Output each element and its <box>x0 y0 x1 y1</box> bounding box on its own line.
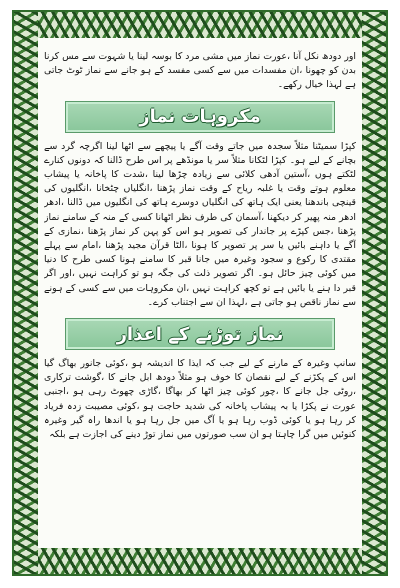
decorative-frame <box>12 10 388 576</box>
page-content <box>44 42 356 544</box>
section-heading-banner-azar <box>65 318 335 350</box>
leaf-border-bottom <box>14 548 386 574</box>
section-heading-makroohat: مکروہات نماز <box>139 106 261 128</box>
leaf-border-top <box>14 12 386 38</box>
section-heading-azar: نماز توڑنے کے اعذار <box>116 323 284 345</box>
leaf-border-right <box>362 12 386 574</box>
leaf-border-left <box>14 12 38 574</box>
section-heading-banner-makroohat <box>65 101 335 133</box>
makroohat-paragraph: کپڑا سمیٹنا مثلاً سجدہ میں جاتے وقت آگے یا پیچھے سے اٹھا لینا اگرچہ گرد سے بچانے کے لیے ہو۔ کپڑا لٹکانا مثلاً سر یا مونڈھے پر اس طرح ڈالنا کہ دونوں کنارے لٹکتے ہوں ،آستین آدھی کلائی سے زیادہ چڑھا لینا ،شدت کا پاخانہ یا پیشاب معلوم ہوتے وقت یا غلبہ ریاح کے وقت نماز پڑھنا ،انگلیاں چٹخانا ،انگلیوں کی قینچی باندھنا یعنی ایک ہاتھ کی انگلیاں دوسرے ہاتھ کی انگلیوں میں ڈالنا ،ادھر ادھر منہ پھیر کر دیکھنا ،آسمان کی طرف نظر اٹھانا کسی کے منہ کے سامنے نماز پڑھنا ،جس کپڑے پر جاندار کی تصویر ہو اس کو پہن کر نماز پڑھنا ،نمازی کے آگے یا داہنے بائیں یا سر پر تصویر کا ہونا ،الٹا قرآن مجید پڑھنا ،امام سے پہلے مقتدی کا رکوع و سجود وغیرہ میں جانا قبر کا سامنے ہونا کسی طرح کا دنیا میں کوئی چیز حائل ہو۔ اگر تصویر ذلت کی جگہ ہو تو کراہت نہیں ،اور اگر قبر دا ہنے یا بائیں ہے تو کچھ کراہت نہیں ،ان مکروہات میں سے کسی کے ہونے سے نماز ناقص ہو جاتی ہے ،لہذا ان سے اجتناب کرے۔ <box>44 140 356 308</box>
intro-paragraph: اور دودھ نکل آنا ،عورت نماز میں مشی مرد کا بوسہ لینا یا شہوت سے مس کرنا بدن کو چھونا ،ان مفسدات میں سے کسی مفسد کے ہو جانے سے نماز ٹوٹ جاتی ہے لہذا خیال رکھے۔ <box>44 51 356 91</box>
azar-paragraph: سانپ وغیرہ کے مارنے کے لیے جب کہ ایذا کا اندیشہ ہو ،کوئی جانور بھاگ گیا اس کے پکڑنے کے لیے نقصان کا خوف ہو مثلاً دودھ ابل جانے کا ،گوشت ترکاری ،روٹی جل جانے کا ،چور کوئی چیز اٹھا کر بھاگا ،گاڑی چھوٹ رہی ہو ،اجنبی عورت نے پکڑا یا بہ پیشاب پاخانہ کی شدید حاجت ہو ،کوئی مصیبت زدہ فریاد کر رہا ہو یا کوئی ڈوب رہا ہو یا آگ میں جل رہا ہو یا اندھا راہ گیر وغیرہ کنوئیں میں گرا چاہتا ہو ان سب صورتوں میں نماز توڑ دینے کی اجازت ہے بلکہ <box>44 358 356 441</box>
